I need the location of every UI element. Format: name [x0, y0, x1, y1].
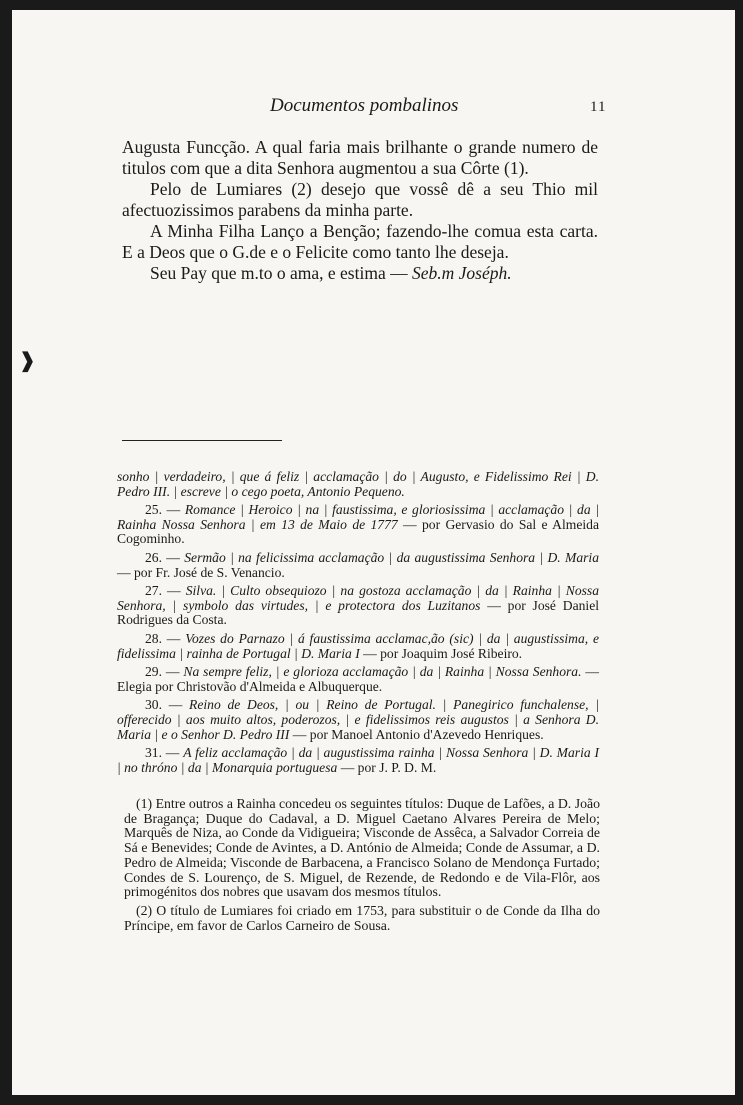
entry-title: Na sempre feliz, | e glorioza acclamação | da | Rainha | Nossa Senhora. — [183, 664, 582, 680]
footnotes — [124, 797, 600, 937]
entry-author: — por Fr. José de S. Venancio. — [117, 564, 285, 580]
bibliography-entry — [117, 551, 599, 580]
entry-title: Romance | Heroico | na | faustissima, e gloriosissima | acclamação | da | Rainha Nossa Senhora | em 13 de Maio de 1777 — [117, 502, 599, 532]
footnote: (1) Entre outros a Rainha concedeu os seguintes títulos: Duque de Lafões, a D. João de Bragança; Duque do Cadaval, a D. Miguel Caetano Alvares Pereira de Melo; Marquês de Niza, ao Conde da Vidigueira; Visconde de Assêca, a Salvador Correia de Sá e Benevides; Conde de Avintes, a D. António de Almeida; Conde de Assumar, a D. Pedro de Almeida; Visconde de Barbacena, a Francisco Solano de Mendonça Furtado; Condes de S. Lourenço, de S. Miguel, de Rezende, de Redondo e de Vila-Flôr, aos primogénitos dos nobres que usavam dos mesmos títulos. — [124, 796, 600, 900]
bibliography-entry — [117, 503, 599, 547]
bibliography-entry — [117, 746, 599, 775]
entry-author: — por J. P. D. M. — [340, 759, 437, 775]
entry-number: 28. — — [145, 630, 181, 646]
closing-text: Seu Pay que m.to o ama, e estima — — [150, 263, 408, 283]
entry-title: A feliz acclamação | da | augustissima rainha | Nossa Senhora | D. Maria I | no thróno | da | Monarquia portuguesa — [117, 745, 600, 775]
bibliography-entry — [117, 470, 599, 499]
entry-title: Sermão | na felicissima acclamação | da augustissima Senhora | D. Maria — [184, 549, 599, 565]
bibliography-entry — [117, 665, 599, 694]
entry-title: Reino de Deos, | ou | Reino de Portugal. | Panegirico funchalense, | offerecido | aos muito altos, poderozos, | e fidelissimos reis augustos | a Senhora D. Maria | e o Senhor D. Pedro III — [117, 697, 600, 742]
letter-paragraph: Pelo de Lumiares (2) desejo que vossê dê a seu Thio mil afectuozissimos parabens da minha parte. — [122, 179, 598, 220]
entry-title: Vozes do Parnazo | á faustissima acclamac,ão (sic) | da | augustissima, e fidelissima | rainha de Portugal | D. Maria I — [117, 630, 600, 661]
entry-number: 30. — — [145, 697, 183, 713]
entry-author: — por Gervasio do Sal e Almeida Cogominho. — [117, 516, 599, 547]
entry-number: 29. — — [145, 664, 180, 680]
entry-title: Silva. | Culto obsequiozo | na gostoza acclamação | da | Rainha | Nossa Senhora, | symbolo das virtudes, | e protectora dos Luzitanos — [117, 583, 600, 613]
letter-closing — [122, 263, 598, 284]
letter-paragraph: Augusta Funcção. A qual faria mais brilhante o grande numero de titulos com que a dita Senhora augmentou a sua Côrte (1). — [122, 137, 598, 178]
signature: Seb.m Joséph. — [411, 263, 512, 283]
entry-author: — Elegia por Christovão d'Almeida e Albuquerque. — [117, 664, 599, 694]
margin-mark: ❱ — [19, 350, 36, 372]
running-title: Documentos pombalinos — [270, 95, 459, 116]
entry-number: 26. — — [145, 549, 180, 565]
entry-author: — por José Daniel Rodrigues da Costa. — [117, 597, 600, 628]
page-number: 11 — [590, 99, 607, 115]
entry-author: — por Joaquim José Ribeiro. — [363, 645, 523, 661]
page-header — [12, 95, 735, 125]
entry-title: sonho | verdadeiro, | que á feliz | acclamação | do | Augusto, e Fidelissimo Rei | D. Pedro III. | escreve | o cego poeta, Antonio Pequeno. — [117, 469, 599, 499]
bibliography-entry — [117, 698, 599, 742]
entry-number: 25. — — [145, 502, 181, 518]
document-page — [12, 10, 735, 1095]
bibliography-entry — [117, 632, 599, 661]
letter-body — [122, 137, 598, 284]
entry-author: — por Manoel Antonio d'Azevedo Henriques. — [292, 726, 544, 742]
bibliography-entry — [117, 584, 599, 628]
letter-paragraph: A Minha Filha Lanço a Benção; fazendo-lhe comua esta carta. E a Deos que o G.de e o Felicite como tanto lhe deseja. — [122, 221, 598, 262]
footnote: (2) O título de Lumiares foi criado em 1753, para substituir o de Conde da Ilha do Príncipe, em favor de Carlos Carneiro de Sousa. — [124, 902, 600, 933]
bibliography-list — [117, 470, 599, 779]
entry-number: 27. — — [145, 583, 181, 599]
entry-number: 31. — — [145, 745, 180, 761]
section-divider — [122, 440, 282, 441]
